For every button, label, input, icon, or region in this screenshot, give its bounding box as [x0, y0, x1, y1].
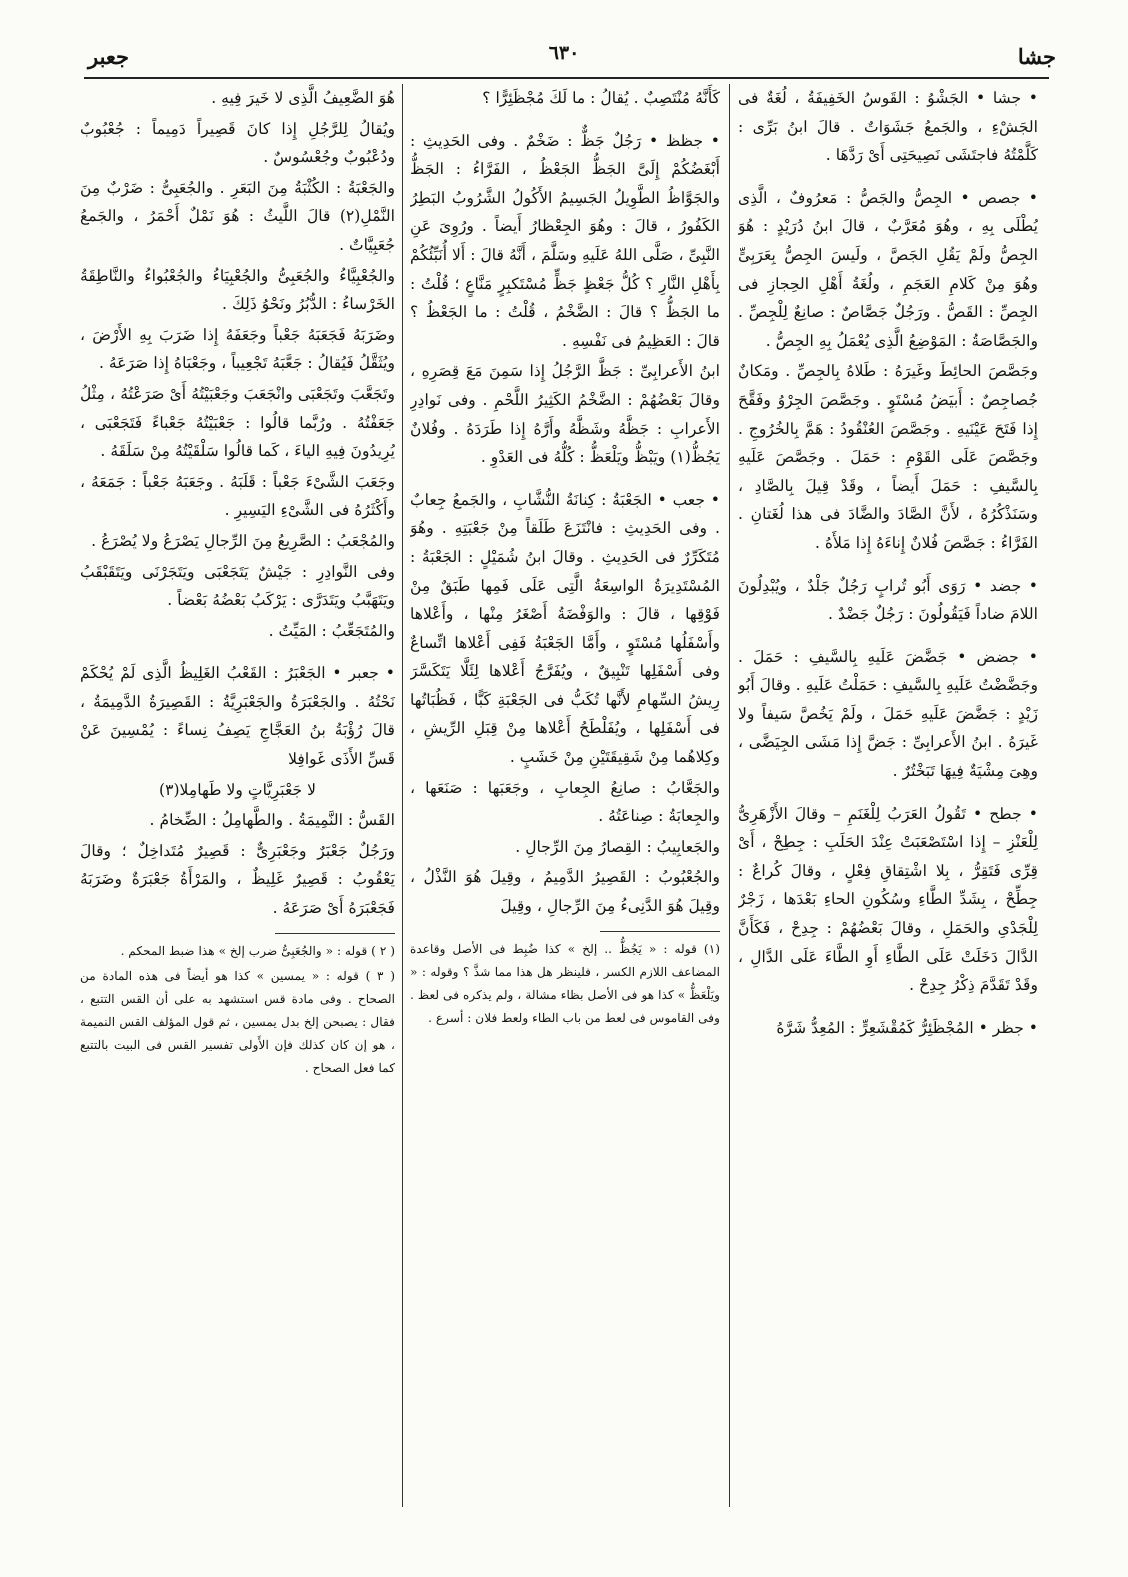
entry-paragraph: ورَجُلٌ جَعْبَرٌ وجَعْبَرِىٌّ : قَصِيرٌ مُتَداخِلٌ ؛ وقالَ يَعْقُوبُ : قَصِيرٌ غَلِيظٌ ، والمَرْأَةُ جَعْبَرَةٌ وضَرَبَهُ فَجَعْبَرَهُ أَىْ صَرَعَهُ .	[80, 841, 395, 918]
footnote: ( ٢ ) قوله : « والجُعَبِىُّ ضرب إلخ » هذا ضبط المحكم .	[120, 943, 395, 958]
header-rule	[84, 77, 1049, 79]
entry-paragraph: والجَعَّابُ : صانِعُ الجِعابِ ، وجَعَبَها : صَنَعَها ، والجِعابَةُ : صِناعَتُهُ .	[410, 778, 720, 826]
entry-paragraph: والمُتَجَعِّبُ : المَيِّتُ .	[268, 621, 395, 640]
footnote: ( ٣ ) قوله : « يمسين » كذا هو أيضاً فى هذه المادة من الصحاح . وفى مادة قس استشهد به على أن القس التتبع ، فقال : يصبحن إلخ بدل يمسين ، ثم قول المؤلف القس النميمة ، هو إن كان كذلك فإن الأَولى تفسير القس فى البيت بالتتبع كما فعل الصحاح .	[80, 968, 395, 1075]
entry-paragraph: والجَعابِيبُ : القِصارُ مِنَ الرِّجالِ .	[515, 837, 720, 856]
entry-paragraph: القَسُّ : النَّمِيمَةُ . والطَّهامِلُ : الضِّخامُ .	[149, 811, 395, 830]
entry-paragraph: والمُجْعَبُ : الصَّرِيعُ مِنَ الرِّجالِ يَصْرَعُ ولا يُصْرَعُ .	[91, 531, 395, 550]
entry-paragraph: وجَعَبَ الشَّىْءَ جَعْباً : قَلَبَهُ . وجَعَبَهُ جَعْباً : جَمَعَهُ ، وأَكْثَرُهُ فى الشَّىْءِ اليَسِيرِ .	[80, 472, 395, 520]
column-left	[80, 84, 395, 1517]
footnote-separator	[600, 931, 720, 932]
entry-paragraph: والجُعْبُوبُ : القَصِيرُ الدَّمِيمُ ، وقِيلَ هُوَ النَّذْلُ ، وقِيلَ هُوَ الدَّنِىءُ مِنَ الرِّجالِ ، وقِيلَ	[410, 868, 720, 916]
entry-paragraph: ابنُ الأَعرابِىِّ : جَظَّ الرَّجُلُ إِذا سَمِنَ مَعَ قِصَرِهِ ، وقالَ بَعْضُهُمْ : الضَّخْمُ الكَثِيرُ اللَّحْمِ . وفى نَوادِرِ الأَعرابِ : جَظَّهُ وشَظَّهُ وأَرَّهُ إِذا طَرَدَهُ . وفُلانٌ يَجُظُّ(١) ويَبْظُّ ويَلْعَظُّ : كُلُّهُ فى العَدْوِ .	[410, 362, 720, 467]
footnote: (١) قوله : « يَجُظُّ .. إلخ » كذا ضُبِط فى الأصل وقاعدة المضاعف اللازم الكسر ، فلينظر هل هذا مما شذَّ ؟ وقوله : « ويَلْعَظُّ » كذا هو فى الأصل بظاء مشالة ، ولم يذكره فى لعظ . وفى القاموس فى لعط من باب الطاء ولعط فلان : أسرع .	[410, 941, 720, 1025]
entry-jsha: • جشا • الجَشْوُ : القَوسُ الخَفِيفَةُ ، لُغَةٌ فى الجَشْءِ ، والجَمعُ جَشَوَاتٌ . قالَ ابنُ بَرِّى : كَلَّمْتُهُ فاجتَشَى نَصِيحَتِى أَىْ رَدَّهَا .	[738, 89, 1038, 165]
entry-jss: • جصص • الجِصُّ والجَصُّ : مَعرُوفٌ ، الَّذِى يُطْلَى بِهِ ، وهُوَ مُعَرَّبٌ ، قالَ ابنُ دُرَيْدٍ : هُوَ الجِصُّ ولَمْ يَقُلِ الجَصَّ ، ولَيسَ الجِصُّ بِعَرَبِىٍّ وهُوَ مِنْ كَلامِ العَجَمِ ، ولُغَةُ أَهْلِ الحِجازِ فى الجِصِّ : القَصُّ . ورَجُلٌ جَصَّاصٌ : صانِعٌ لِلْجِصِّ . والجَصَّاصَةُ : المَوْضِعُ الَّذِى يُعْمَلُ بِهِ الجِصُّ .	[738, 188, 1038, 350]
entry-paragraph: والجُعْبِيَّاءُ والجُعَبِىُّ والجُعْبِيَاءُ والجُعْبُواءُ والنَّاطِقَةُ الخَرْساءُ : الدُّبُرُ ونَحْوُ ذَلِكَ .	[80, 266, 395, 314]
entry-jzr: • جظر • المُجْظَئِرُّ كَمُقْشَعِرٍّ : المُعِدُّ شَرَّهُ	[776, 1018, 1038, 1037]
entry-paragraph: وجَصَّصَ الحائِطَ وغَيرَهُ : طَلاهُ بِالجِصِّ . ومَكانٌ جُصاجِصٌ : أَبيَضُ مُسْتَوٍ . وجَصَّصَ الجِرْوُ وفَقَّحَ إِذا فَتَحَ عَيْنَيهِ . وجَصَّصَ العُنْقُودُ : هَمَّ بِالخُرُوجِ . وجَصَّصَ عَلَى القَوْمِ : حَمَلَ . وجَصَّصَ عَلَيهِ بِالسَّيفِ : حَمَلَ أَيضاً ، وقَدْ قِيلَ بِالصَّادِ ، وسَنَذْكُرُهُ ، لأَنَّ الصَّادَ والضَّادَ فى هذا لُغَتانِ . الفَرَّاءُ : جَصَّصَ فُلانٌ إِناءَهُ إِذا مَلأَهُ .	[738, 362, 1038, 552]
entry-paragraph: ويُقالُ لِلرَّجُلِ إِذا كانَ قَصِيراً دَمِيماً : جُعْبُوبٌ ودُعْبُوبٌ وجُعْسُوسٌ .	[80, 119, 395, 167]
column-right	[738, 84, 1038, 1517]
column-divider	[729, 84, 730, 1507]
column-divider	[402, 84, 403, 1507]
entry-jth: • جطح • تَقُولُ العَرَبُ لِلْغَنَمِ – وقالَ الأَزْهَرِىُّ لِلْعَنْزِ – إِذا اسْتَصْعَبَتْ عِنْدَ الحَلَبِ : جِطِحْ ، أَىْ قِرِّى فَتَقِرُّ ، بِلا اشْتِقاقِ فِعْلٍ ، وقالَ كُراعٌ : جِطِّحْ ، بِشَدِّ الطَّاءِ وسُكُونِ الحاءِ بَعْدَها ، زَجْرٌ لِلْجَدْىِ والحَمَلِ ، وقالَ بَعْضُهُمْ : جِدِحْ ، فَكَأَنَّ الدَّالَ دَخَلَتْ عَلَى الطَّاءِ أَوِ الطَّاءَ عَلَى الدَّالِ ، وقَدْ تَقَدَّمَ ذِكْرُ جِدِحْ .	[738, 804, 1038, 995]
entry-paragraph: وضَرَبَهُ فَجَعَبَهُ جَعْباً وجَعَفَهُ إِذا ضَرَبَ بِهِ الأَرْضَ ، ويُثَقَّلُ فَيُقالُ : جَعَّبَهُ تَجْعِيباً ، وجَعْبَاهُ إِذا صَرَعَهُ .	[80, 325, 395, 373]
entry-continuation: كَأَنَّهُ مُنْتَصِبٌ . يُقالُ : ما لَكَ مُجْظَئِرًّا ؟	[482, 89, 720, 107]
entry-paragraph: وفى النَّوادِرِ : جَيْشٌ يَتَجَعْبَى ويَتَجَرْنَى ويَتَقَبْقَبُ ويَتَهَبَّبُ ويَتَدَرَّى : يَرْكَبُ بَعْضُهُ بَعْضاً .	[80, 562, 395, 610]
verse-line: لا جَعْبَرِيَّاتٍ ولا طَهامِلا(٣)	[158, 780, 316, 799]
entry-jzz: • جظظ • رَجُلٌ جَظٌّ : ضَخْمٌ . وفى الحَدِيثِ : أَبْغَضُكُمْ إِلَىَّ الجَظُّ الجَعْظُ ، الفَرَّاءُ : الجَظُّ والجَوَّاظُ الطَّوِيلُ الجَسِيمُ الأَكُولُ الشَّرُوبُ البَطِرُ الكَفُورُ ، قالَ : وهُوَ الجِعْظارُ أَيضاً . ورُوِىَ عَنِ النَّبِىِّ ، صَلَّى اللهُ عَلَيهِ وسَلَّمَ ، أَنَّهُ قالَ : أَلا أُنَبِّئُكُمْ بِأَهْلِ النَّارِ ؟ كُلُّ جَعْظٍ جَظٍّ مُسْتَكبِرٍ مَنَّاعٍ ؛ قُلْتُ : ما الجَظُّ ؟ قالَ : الضَّخْمُ ، قُلْتُ : ما الجَعْظُ ؟ قالَ : العَظِيمُ فى نَفْسِهِ .	[410, 131, 720, 350]
entry-paragraph: وتَجَعَّبَ وتَجَعْبَى وانْجَعَبَ وجَعْبَيْتُهُ أَىْ صَرَعْتُهُ ، مِثْلُ جَعَفْتُهُ . ورُبَّما قالُوا : جَعْبَيْتُهُ جَعْباءً فَتَجَعْبَى ، يُرِيدُونَ فِيهِ الياءَ ، كَما قالُوا سَلْقَيْتُهُ مِنْ سَلَقَهُ .	[80, 384, 395, 461]
entry-jdd: • جضد • رَوَى أَبُو تُرابٍ رَجُلٌ جَلْدٌ ، ويُبْدِلُونَ اللامَ ضاداً فَيَقُولُونَ : رَجُلٌ جَضْدٌ .	[738, 576, 1038, 624]
entry-jdd2: • جضض • جَضَّضَ عَلَيهِ بِالسَّيفِ : حَمَلَ . وجَضَّضْتُ عَلَيهِ بِالسَّيفِ : حَمَلْتُ عَلَيهِ . وقالَ أَبُو زَيْدٍ : جَضَّضَ عَلَيهِ حَمَلَ ، ولَمْ يَخُصَّ سَيفاً ولا غَيرَهُ . ابنُ الأَعرابِىِّ : جَضَّ إِذا مَشَى الجِيَضَّى ، وهِىَ مِشْيَةٌ فِيهَا تَبَخْتُرٌ .	[738, 647, 1038, 781]
footnote-separator	[275, 933, 395, 934]
entry-continuation: هُوَ الضَّعِيفُ الَّذِى لا خَيرَ فِيهِ .	[211, 89, 395, 107]
entry-jab: • جعب • الجَعْبَةُ : كِنانَةُ النُّشَّابِ ، والجَمعُ جِعابٌ . وفى الحَدِيثِ : فانْتَزَعَ طَلَقاً مِنْ جَعْبَتِهِ . وهُوَ مُتَكَرِّرٌ فى الحَدِيثِ . وقالَ ابنُ شُمَيْلٍ : الجَعْبَةُ : المُسْتَدِيرَةُ الواسِعَةُ الَّتِى عَلَى فَمِها طَبَقٌ مِنْ فَوْقِها ، قالَ : والوَفْضَةُ أَصْغَرُ مِنْها ، وأَعْلاها وأَسْفَلُها مُسْتَوٍ ، وأَمَّا الجَعْبَةُ فَفِى أَعْلاها اتِّساعٌ وفى أَسْفَلِها تَنْبِيقٌ ، ويُفَرَّجُ أَعْلاها لِئَلَّا يَتَكَسَّرَ رِيشُ السِّهامِ لأَنَّها تُكَبُّ فى الجَعْبَةِ كَبًّا ، فَظُبَاتُها فى أَسْفَلِها ، ويُفَلْطَحُ أَعْلاها مِنْ قِبَلِ الرِّيشِ ، وكِلاهُما مِنْ شَقِيقَتَيْنِ مِنْ خَشَبٍ .	[410, 490, 720, 767]
entry-jabr: • جعبر • الجَعْبَرُ : القَعْبُ الغَلِيظُ الَّذِى لَمْ يُحْكَمْ نَحْتُهُ . والجَعْبَرَةُ والجَعْبَرِيَّةُ : القَصِيرَةُ الدَّمِيمَةُ ، قالَ رُؤْبَةُ بنُ العَجَّاجِ يَصِفُ نِساءً : يُمْسِينَ عَنْ قَسِّ الأَذَى غَوافِلا	[80, 664, 395, 769]
running-head-right: جشا	[1017, 44, 1056, 69]
entry-paragraph: والجَعْبَةُ : الكُثْبَةُ مِنَ البَعَرِ . والجُعَبِىُّ : ضَرْبٌ مِنَ النَّمْلِ(٢) قالَ اللَّيثُ : هُوَ نَمْلٌ أَحْمَرُ ، والجَمعُ جُعَبِيَّاتٌ .	[80, 178, 395, 254]
running-head-left: جعبر	[88, 44, 130, 69]
page-number: ٦٣٠	[548, 42, 580, 64]
column-middle	[410, 84, 720, 1517]
